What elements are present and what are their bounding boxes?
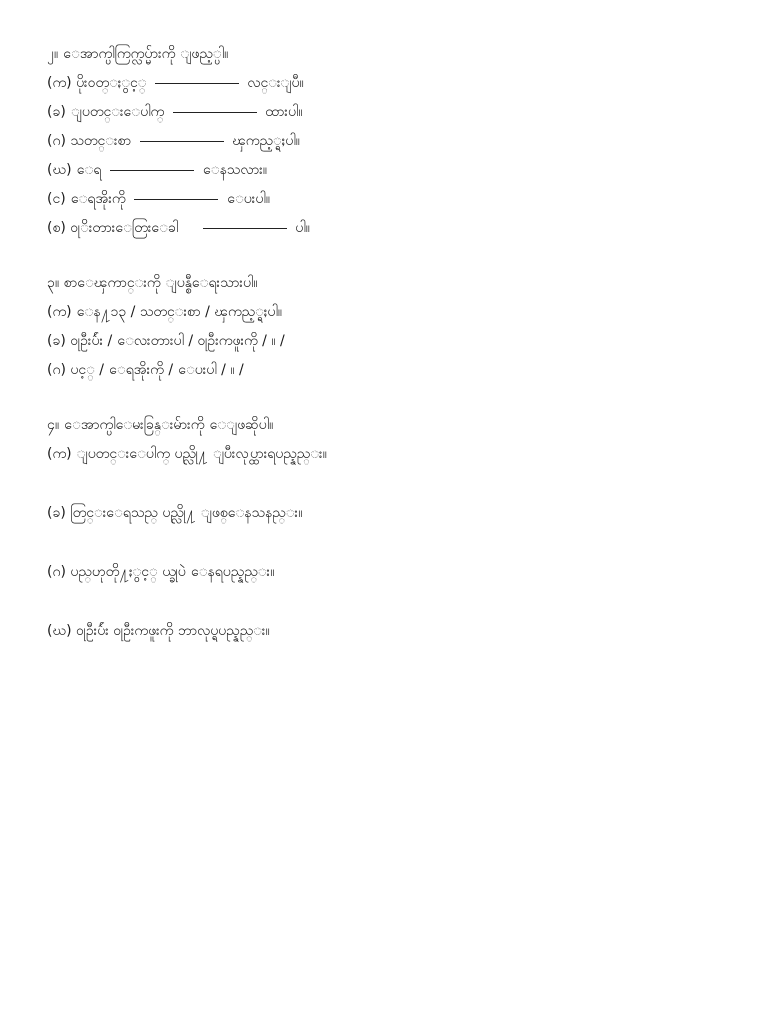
fill-blank-item: (က) ပိုး၀တ္ႏွင့္ လင္းျပီ။ [47, 75, 304, 91]
question-item: (က) ျပတင္းေပါက္ ပည္လို႔ ျပီးလုပ္ထားရပည္နည္း။ [47, 446, 327, 462]
answer-blank[interactable] [134, 198, 218, 200]
answer-blank[interactable] [155, 82, 239, 84]
reorder-item: (ဂ) ပင့္ / ေရအိုးကို / ေပးပါ / ။ / [47, 362, 244, 378]
section-heading: ၃။ စာေၾကာင္းကို ျပန္စီေရးသားပါ။ [47, 275, 258, 291]
section-reorder [47, 269, 727, 385]
fill-blank-item: (ခ) ျပတင္းေပါက္ ထားပါ။ [47, 104, 303, 120]
answer-blank[interactable] [140, 140, 224, 142]
fill-blank-item: (ဃ) ေရ ေနသလား။ [47, 162, 268, 178]
question-item: (ဃ) ၀ုဦးပ်ဴး ၀ုဦးကဖူးကို ဘာလုပ္ရပည္နည္း။ [47, 623, 270, 639]
section-heading: ၄။ ေအာက္ပါေမးခြန္းမ်ားကို ေျဖဆိုပါ။ [47, 417, 274, 433]
reorder-item: (က) ေန႔၁၃ / သတင္းစာ / ၾကည့္ရႈပါ။ [47, 304, 283, 320]
reorder-item: (ခ) ၀ုဦးပ်ဴး / ေလးတားပါ / ၀ုဦးကဖူးကို / ။ / [47, 333, 285, 349]
answer-blank[interactable] [203, 227, 287, 229]
fill-blank-item: (စ) ၀ုိးတားေတြးေခါ ပါ။ [47, 220, 310, 236]
worksheet-page [47, 40, 727, 646]
question-item: (ခ) တြင္းေရသည္ ပည္လို႔ ျဖစ္ေနသနည္း။ [47, 505, 303, 521]
question-item: (ဂ) ပည္ဟုတို႔ႏွင့္ ယ္ခုပဲ ေနရပည္နည္း။ [47, 564, 275, 580]
section-questions [47, 411, 727, 646]
answer-blank[interactable] [110, 169, 194, 171]
section-fill-blanks [47, 40, 727, 243]
fill-blank-item: (ဂ) သတင္းစာ ၾကည့္ရႈပါ။ [47, 133, 300, 149]
answer-blank[interactable] [173, 111, 257, 113]
fill-blank-item: (င) ေရအိုးကို ေပးပါ။ [47, 191, 270, 207]
section-heading: ၂။ ေအာက္ပါကြက္လပ္မ်ားကို ျဖည့္ပါ။ [47, 46, 229, 62]
